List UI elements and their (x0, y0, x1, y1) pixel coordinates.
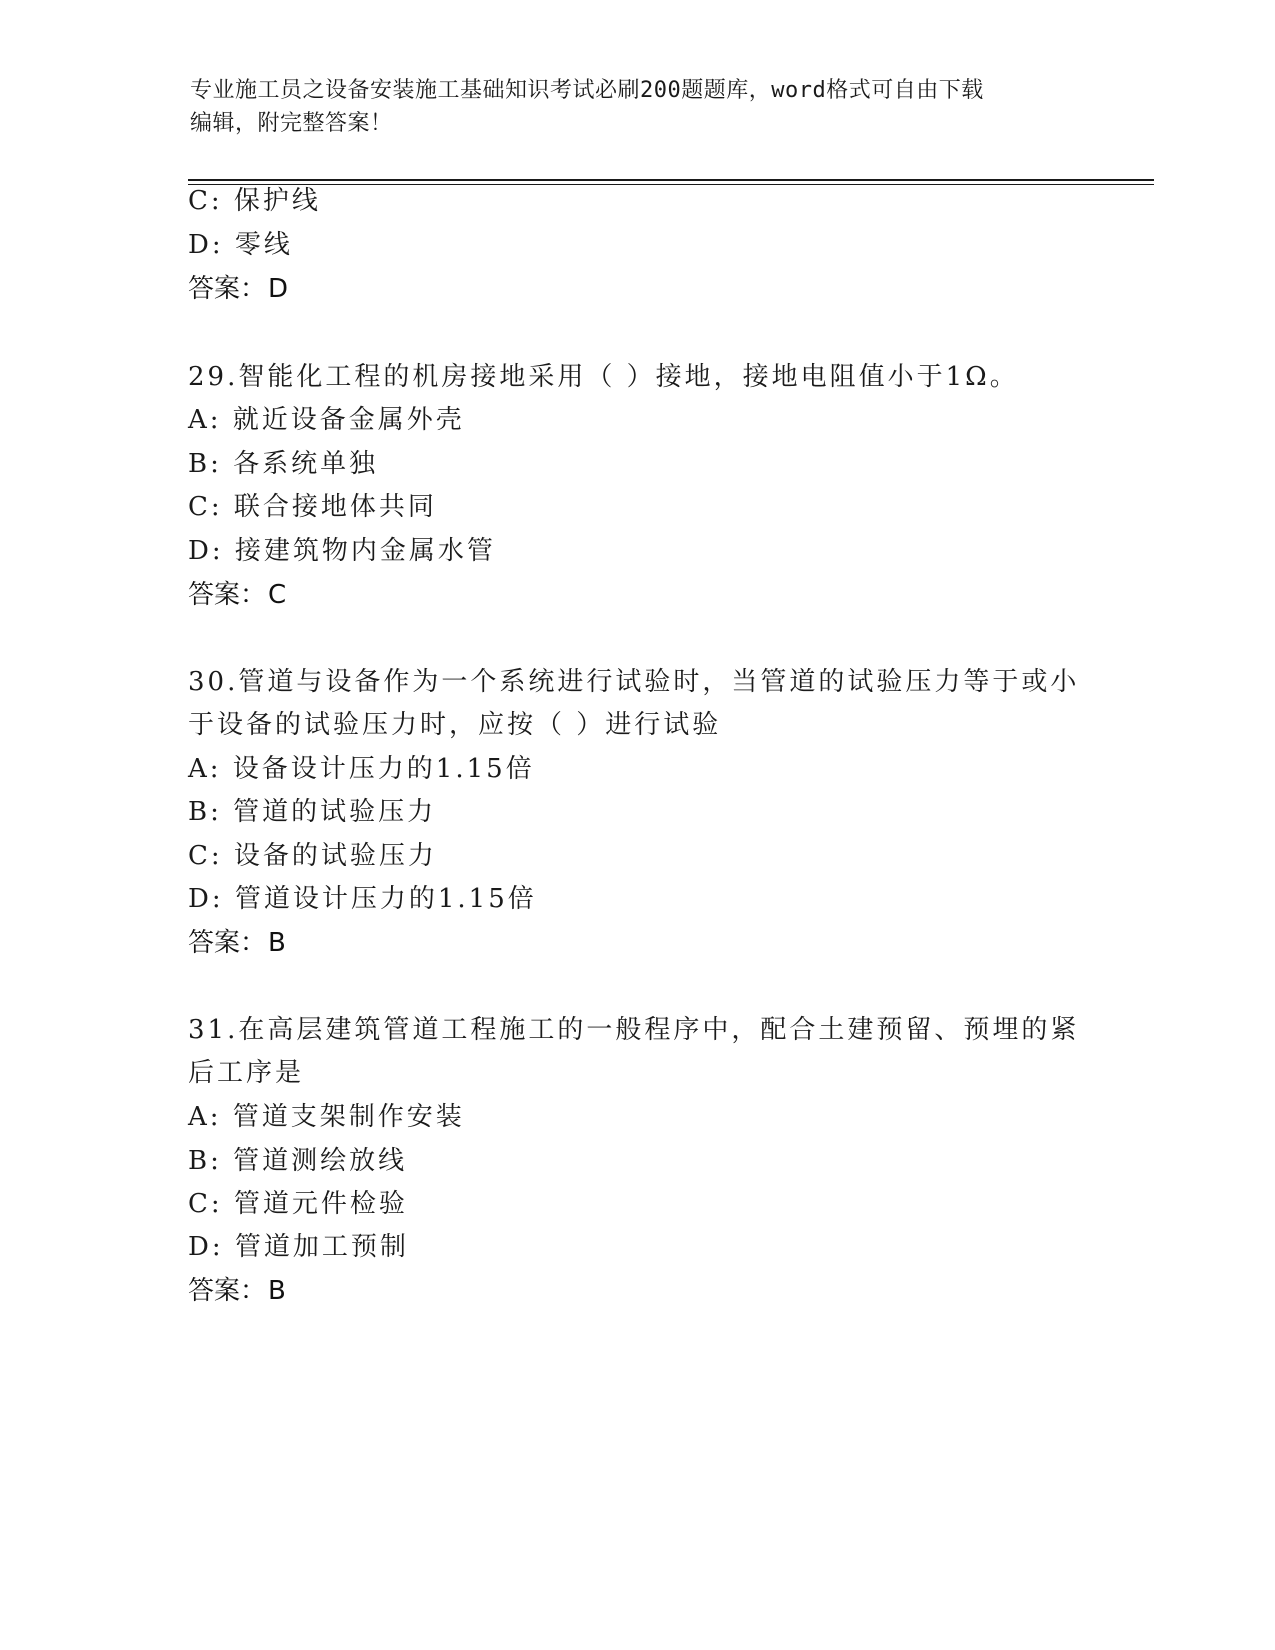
q30-option-a: A: 设备设计压力的1.15倍 (188, 754, 535, 784)
q30-option-c: C: 设备的试验压力 (188, 841, 437, 871)
q31-answer (188, 1276, 286, 1306)
header-divider-thick (188, 179, 1154, 181)
q29-option-d: D: 接建筑物内金属水管 (188, 536, 496, 566)
q30-stem-line-2: 于设备的试验压力时，应按（ ）进行试验 (188, 710, 722, 740)
q31-option-b: B: 管道测绘放线 (188, 1146, 408, 1176)
q31-option-d: D: 管道加工预制 (188, 1232, 409, 1262)
q29-answer (188, 580, 286, 610)
q29-option-c: C: 联合接地体共同 (188, 492, 437, 522)
q31-option-a: A: 管道支架制作安装 (188, 1102, 465, 1132)
q29-stem: 29.智能化工程的机房接地采用（ ）接地，接地电阻值小于1Ω。 (188, 362, 1019, 392)
answer-label: 答案： (188, 928, 267, 958)
answer-value: D (268, 274, 289, 304)
prev-option-c: C: 保护线 (188, 186, 321, 216)
q30-stem-line-1: 30.管道与设备作为一个系统进行试验时，当管道的试验压力等于或小 (188, 667, 1080, 697)
q29-option-a: A: 就近设备金属外壳 (188, 405, 465, 435)
q31-option-c: C: 管道元件检验 (188, 1189, 408, 1219)
header-divider-thin (188, 184, 1154, 185)
q29-option-b: B: 各系统单独 (188, 449, 379, 479)
answer-label: 答案： (188, 580, 267, 610)
header-title-line-1: 专业施工员之设备安装施工基础知识考试必刷200题题库，word格式可自由下载 (190, 78, 984, 103)
prev-answer (188, 274, 288, 304)
answer-value: B (268, 928, 286, 958)
document-header (190, 74, 1070, 140)
q30-option-d: D: 管道设计压力的1.15倍 (188, 884, 537, 914)
answer-label: 答案： (188, 274, 267, 304)
answer-label: 答案： (188, 1276, 267, 1306)
prev-option-d: D: 零线 (188, 230, 293, 260)
answer-value: C (268, 580, 287, 610)
q30-option-b: B: 管道的试验压力 (188, 797, 437, 827)
q31-stem-line-1: 31.在高层建筑管道工程施工的一般程序中，配合土建预留、预埋的紧 (188, 1015, 1080, 1045)
header-title-line-2: 编辑，附完整答案！ (190, 111, 393, 136)
q30-answer (188, 928, 286, 958)
answer-value: B (268, 1276, 286, 1306)
q31-stem-line-2: 后工序是 (188, 1058, 305, 1088)
